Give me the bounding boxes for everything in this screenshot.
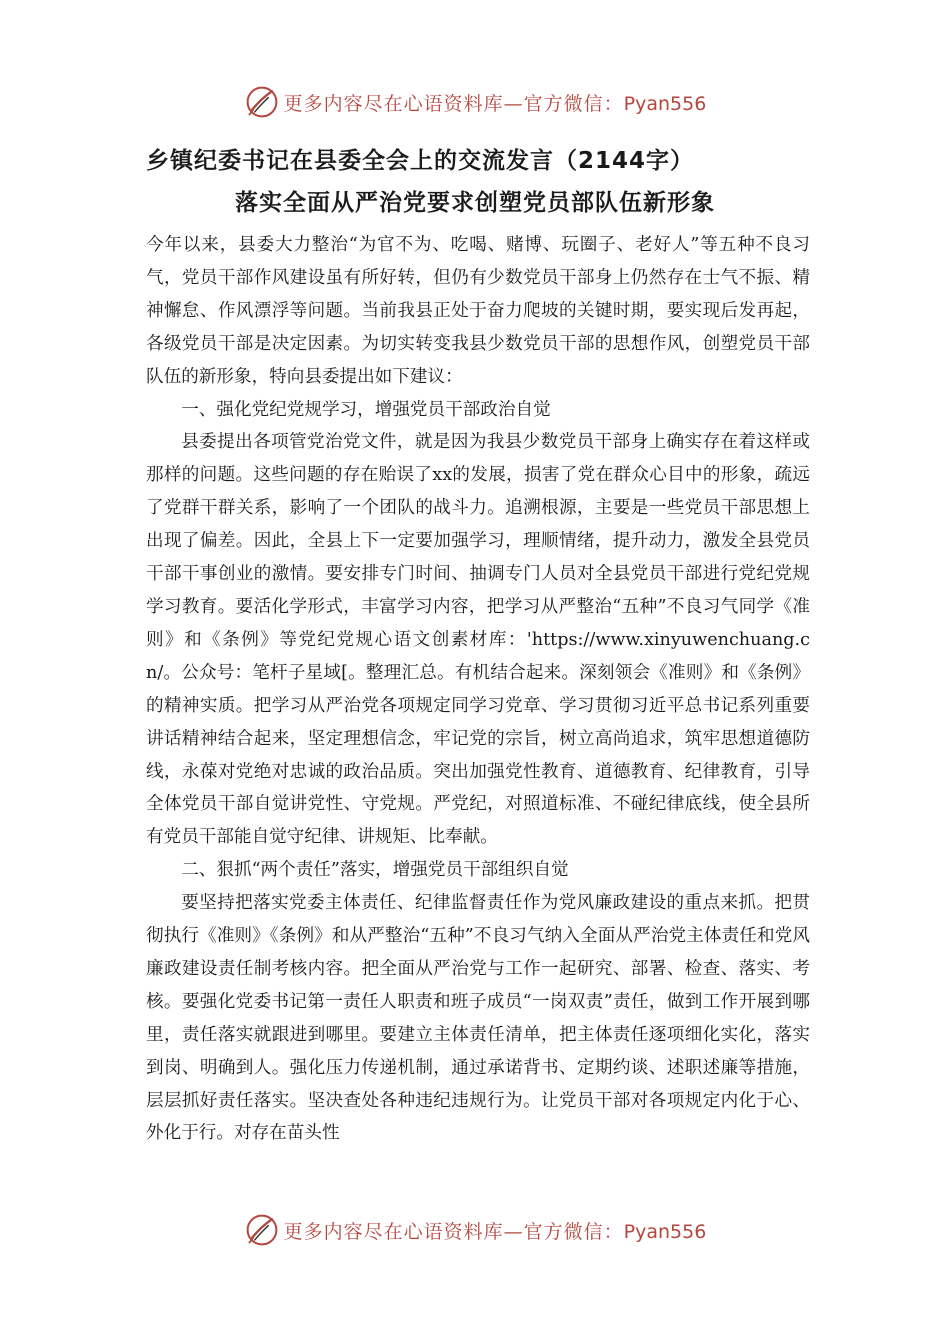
document-title: 乡镇纪委书记在县委全会上的交流发言（2144字） (146, 148, 695, 174)
paragraph: 县委提出各项管党治党文件，就是因为我县少数党员干部身上确实存在着这样或那样的问题。这些问题的存在贻误了xx的发展，损害了党在群众心目中的形象，疏远了党群干群关系，影响了一个团队的战斗力。追溯根源，主要是一些党员干部思想上出现了偏差。因此，全县上下一定要加强学习，理顺情绪，提升动力，激发全县党员干部干事创业的激情。要安排专门时间、抽调专门人员对全县党员干部进行党纪党规学习教育。要活化学形式，丰富学习内容，把学习从严整治“五种”不良习气同学《准则》和《条例》等党纪党规心语文创素材库：'https://www.xinyuwenchuang.cn/。公众号：笔杆子星域[。整理汇总。有机结合起来。深刻领会《准则》和《条例》的精神实质。把学习从严治党各项规定同学习党章、学习贯彻习近平总书记系列重要讲话精神结合起来，坚定理想信念，牢记党的宗旨，树立高尚追求，筑牢思想道德防线，永葆对党绝对忠诚的政治品质。突出加强党性教育、道德教育、纪律教育，引导全体党员干部自觉讲党性、守党规。严党纪，对照道标准、不碰纪律底线，使全县所有党员干部能自觉守纪律、讲规矩、比奉献。 (146, 432, 810, 848)
header-banner (0, 82, 950, 122)
section-heading: 一、强化党纪党规学习，增强党员干部政治自觉 (181, 399, 551, 420)
paragraph: 要坚持把落实党委主体责任、纪律监督责任作为党风廉政建设的重点来抓。把贯彻执行《准则》《条例》和从严整治“五种”不良习气纳入全面从严治党主体责任和党风廉政建设责任制考核内容。把全面从严治党与工作一起研究、部署、检查、落实、考核。要强化党委书记第一责任人职责和班子成员“一岗双责”责任，做到工作开展到哪里，责任落实就跟进到哪里。要建立主体责任清单，把主体责任逐项细化实化，落实到岗、明确到人。强化压力传递机制，通过承诺背书、定期约谈、述职述廉等措施，层层抓好责任落实。坚决查处各种违纪违规行为。让党员干部对各项规定内化于心、外化于行。对存在苗头性 (146, 893, 810, 1144)
pen-logo-icon (244, 84, 280, 120)
pen-logo-icon (244, 1212, 280, 1248)
footer-banner (0, 1210, 950, 1250)
document-body (146, 229, 810, 1150)
document-subtitle: 落实全面从严治党要求创塑党员部队伍新形象 (235, 190, 715, 216)
paragraph: 今年以来，县委大力整治“为官不为、吃喝、赌博、玩圈子、老好人”等五种不良习气，党员干部作风建设虽有所好转，但仍有少数党员干部身上仍然存在士气不振、精神懈怠、作风漂浮等问题。当前我县正处于奋力爬坡的关键时期，要实现后发再起，各级党员干部是决定因素。为切实转变我县少数党员干部的思想作风，创塑党员干部队伍的新形象，特向县委提出如下建议： (146, 235, 810, 387)
banner-text: 更多内容尽在心语资料库—官方微信：Pyan556 (283, 92, 707, 115)
section-heading: 二、狠抓“两个责任”落实，增强党员干部组织自觉 (181, 860, 569, 881)
banner-text: 更多内容尽在心语资料库—官方微信：Pyan556 (283, 1220, 707, 1243)
